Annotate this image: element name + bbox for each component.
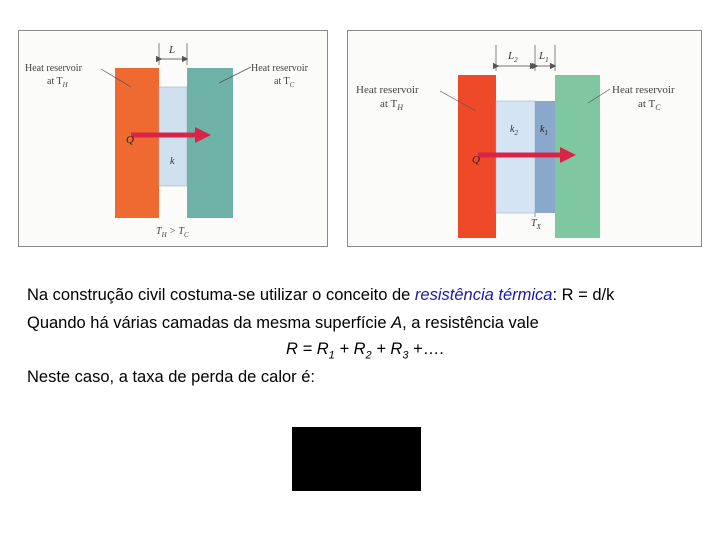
label-k2: $k_2$	[510, 124, 518, 137]
hot-reservoir	[115, 68, 159, 218]
right-reservoir-label: Heat reservoir	[251, 63, 308, 74]
label-L2: $L_2$	[508, 50, 518, 64]
text-line-multiple-layers: Quando há várias camadas da mesma superfície A, a resistência vale	[27, 314, 539, 332]
right-reservoir-temp: at $T_C$	[638, 98, 661, 112]
equation-placeholder-box	[292, 427, 421, 491]
single-slab-figure	[18, 30, 328, 247]
temperature-condition: $T_H > T_C$	[156, 226, 189, 239]
cold-reservoir	[187, 68, 233, 218]
label-TX: $T_X$	[531, 218, 541, 231]
left-reservoir-temp: at $T_H$	[380, 98, 403, 112]
composite-slab-diagram	[348, 31, 701, 246]
text-line-thermal-resistance: Na construção civil costuma-se utilizar o conceito de resistência térmica: R = d/k	[27, 286, 615, 304]
right-reservoir-temp: at $T_C$	[274, 76, 295, 89]
resistance-sum-equation: $R = R_1 + R_2 + R_3$ +….	[286, 340, 444, 362]
label-Q: Q	[472, 154, 480, 166]
label-k1: $k_1$	[540, 124, 548, 137]
left-reservoir-label: Heat reservoir	[25, 63, 82, 74]
left-reservoir-temp: at $T_H$	[47, 76, 68, 89]
left-reservoir-label: Heat reservoir	[356, 84, 419, 96]
text-line-heat-loss-rate: Neste caso, a taxa de perda de calor é:	[27, 368, 316, 386]
term-thermal-resistance: resistência térmica	[414, 286, 553, 304]
single-slab-diagram	[19, 31, 327, 246]
composite-slab-figure	[347, 30, 702, 247]
label-Q: Q	[126, 134, 134, 146]
label-L1: $L_1$	[539, 50, 549, 64]
right-reservoir-label: Heat reservoir	[612, 84, 675, 96]
label-L: L	[169, 44, 176, 56]
label-k: k	[170, 156, 175, 167]
